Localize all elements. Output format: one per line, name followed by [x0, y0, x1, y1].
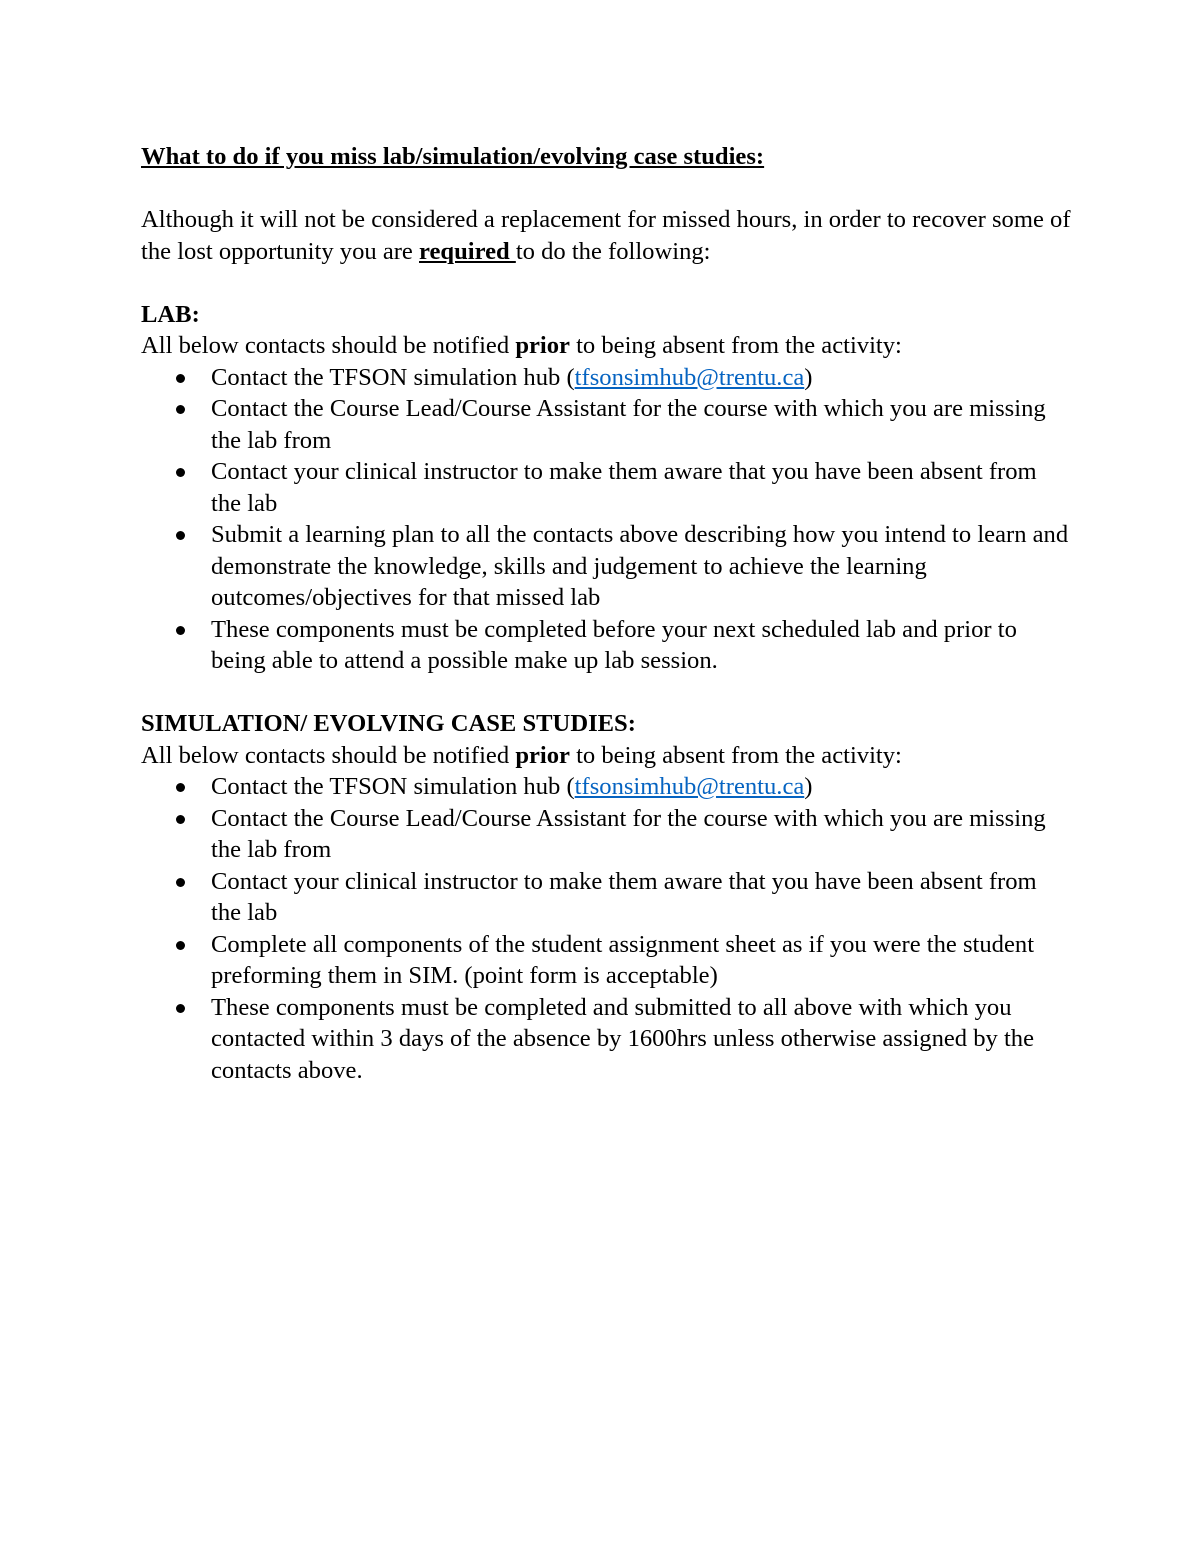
simulation-notice-start: All below contacts should be notified	[141, 741, 516, 769]
bullet-icon	[176, 1004, 185, 1013]
simulation-notice-prior: prior	[515, 741, 570, 769]
simulation-item-5-text: These components must be completed and submitted to all above with which you contacted within 3 days of the absence by 1600hrs unless otherwise assigned by the contacts above.	[211, 993, 1035, 1084]
lab-notice	[141, 330, 1071, 362]
list-item	[141, 929, 1071, 992]
list-item	[141, 614, 1071, 677]
bullet-icon	[176, 626, 185, 635]
bullet-icon	[176, 941, 185, 950]
lab-notice-prior: prior	[515, 332, 570, 359]
lab-section	[141, 299, 1071, 677]
lab-item-2-text: Contact the Course Lead/Course Assistant for the course with which you are missing the lab from	[211, 395, 1046, 454]
simulation-item-4-text: Complete all components of the student assignment sheet as if you were the student preforming them in SIM. (point form is acceptable)	[211, 930, 1035, 989]
bullet-icon	[176, 405, 185, 414]
list-item	[141, 771, 1071, 803]
bullet-icon	[176, 374, 185, 383]
required-emphasis: required	[419, 237, 516, 265]
document-page	[141, 141, 1071, 1086]
lab-item-5-text: These components must be completed before your next scheduled lab and prior to being able to attend a possible make up lab session.	[211, 615, 1017, 674]
intro-text-end: to do the following:	[515, 237, 711, 265]
lab-item-1-close: )	[804, 363, 813, 391]
simulation-item-1-close: )	[804, 773, 813, 800]
simulation-item-2-text: Contact the Course Lead/Course Assistant for the course with which you are missing the lab from	[211, 804, 1046, 863]
bullet-icon	[176, 783, 185, 792]
simulation-item-1-text: Contact the TFSON simulation hub (	[211, 773, 575, 800]
lab-bullet-list	[141, 362, 1071, 677]
list-item	[141, 519, 1071, 614]
list-item	[141, 393, 1071, 456]
bullet-icon	[176, 531, 185, 540]
simulation-notice-end: to being absent from the activity:	[569, 741, 902, 769]
document-heading: What to do if you miss lab/simulation/evolving case studies:	[141, 143, 765, 170]
simulation-section-title: SIMULATION/ EVOLVING CASE STUDIES:	[141, 710, 636, 737]
list-item	[141, 456, 1071, 519]
lab-notice-start: All below contacts should be notified	[141, 332, 516, 359]
lab-item-4-text: Submit a learning plan to all the contacts above describing how you intend to learn and demonstrate the knowledge, skills and judgement to achieve the learning outcomes/objectives for that missed lab	[211, 521, 1069, 611]
email-link[interactable]: tfsonsimhub@trentu.ca	[574, 363, 805, 391]
list-item	[141, 362, 1071, 394]
intro-text-start: Although it will not be considered a replacement for missed hours, in order to recover some of the lost opportunity you are	[141, 206, 1071, 265]
list-item	[141, 992, 1071, 1087]
simulation-notice	[141, 740, 1071, 772]
simulation-item-3-text: Contact your clinical instructor to make them aware that you have been absent from the lab	[211, 867, 1037, 926]
bullet-icon	[176, 468, 185, 477]
bullet-icon	[176, 878, 185, 887]
lab-item-1-text: Contact the TFSON simulation hub (	[211, 363, 575, 391]
email-link[interactable]: tfsonsimhub@trentu.ca	[574, 773, 805, 800]
simulation-bullet-list	[141, 771, 1071, 1086]
list-item	[141, 803, 1071, 866]
intro-paragraph	[141, 204, 1071, 267]
list-item	[141, 866, 1071, 929]
lab-item-3-text: Contact your clinical instructor to make them aware that you have been absent from the lab	[211, 458, 1037, 517]
bullet-icon	[176, 815, 185, 824]
lab-notice-end: to being absent from the activity:	[569, 332, 902, 359]
lab-section-title: LAB:	[141, 300, 200, 328]
simulation-section	[141, 708, 1071, 1086]
